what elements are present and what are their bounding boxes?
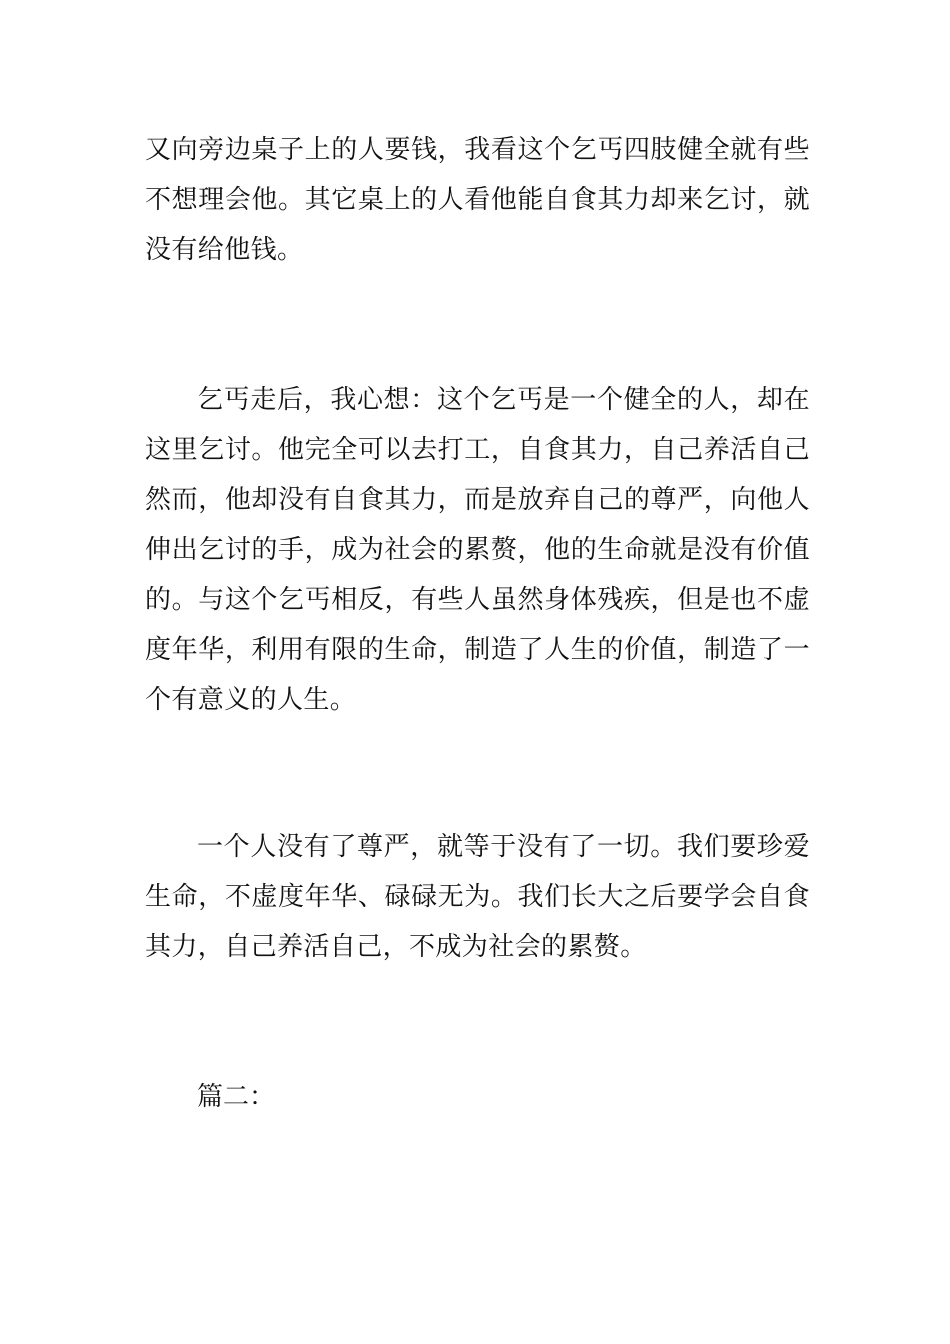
paragraph-2: 乞丐走后，我心想：这个乞丐是一个健全的人，却在这里乞讨。他完全可以去打工，自食其力，自己养活自己然而，他却没有自食其力，而是放弃自己的尊严，向他人伸出乞讨的手，成为社会的累赘，他的生命就是没有价值的。与这个乞丐相反，有些人虽然身体残疾，但是也不虚度年华，利用有限的生命，制造了人生的价值，制造了一个有意义的人生。 — [145, 385, 810, 715]
paragraph-1: 又向旁边桌子上的人要钱，我看这个乞丐四肢健全就有些不想理会他。其它桌上的人看他能自食其力却来乞讨，就没有给他钱。 — [145, 135, 810, 265]
section-heading: 篇二： — [197, 1082, 276, 1112]
paragraph-3: 一个人没有了尊严，就等于没有了一切。我们要珍爱生命，不虚度年华、碌碌无为。我们长大之后要学会自食其力，自己养活自己，不成为社会的累赘。 — [145, 832, 810, 962]
